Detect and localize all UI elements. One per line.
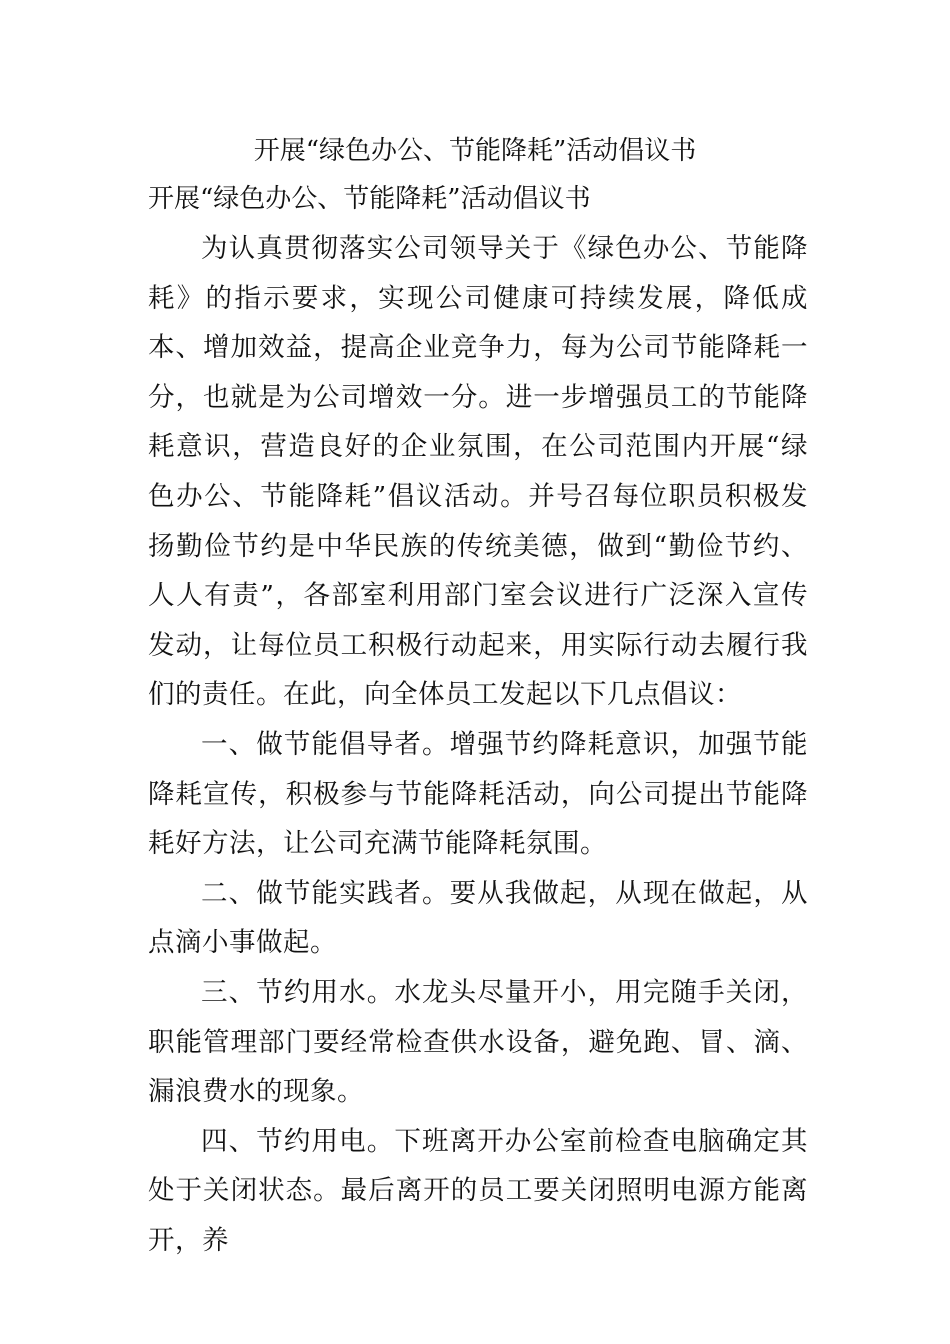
document-title: 开展“绿色办公、节能降耗”活动倡议书 — [253, 136, 697, 166]
paragraph-intro: 为认真贯彻落实公司领导关于《绿色办公、节能降耗》的指示要求，实现公司健康可持续发展，降低成本、增加效益，提高企业竞争力，每为公司节能降耗一分，也就是为公司增效一分。进一步增强员工的节能降耗意识，营造良好的企业氛围，在公司范围内开展“绿色办公、节能降耗”倡议活动。并号召每位职员积极发扬勤俭节约是中华民族的传统美德，做到“勤俭节约、人人有责”，各部室利用部门室会议进行广泛深入宣传发动，让每位员工积极行动起来，用实际行动去履行我们的责任。在此，向全体员工发起以下几点倡议： — [148, 233, 808, 711]
document-body — [148, 224, 808, 1265]
document-subtitle: 开展“绿色办公、节能降耗”活动倡议书 — [148, 184, 591, 214]
paragraph-item-1: 一、做节能倡导者。增强节约降耗意识，加强节能降耗宣传，积极参与节能降耗活动，向公司提出节能降耗好方法，让公司充满节能降耗氛围。 — [148, 728, 808, 860]
paragraph-item-4: 四、节约用电。下班离开办公室前检查电脑确定其处于关闭状态。最后离开的员工要关闭照明电源方能离开，养 — [148, 1125, 808, 1256]
paragraph-item-2: 二、做节能实践者。要从我做起，从现在做起，从点滴小事做起。 — [148, 877, 808, 959]
paragraph-item-3: 三、节约用水。水龙头尽量开小，用完随手关闭，职能管理部门要经常检查供水设备，避免跑、冒、滴、漏浪费水的现象。 — [148, 976, 808, 1108]
